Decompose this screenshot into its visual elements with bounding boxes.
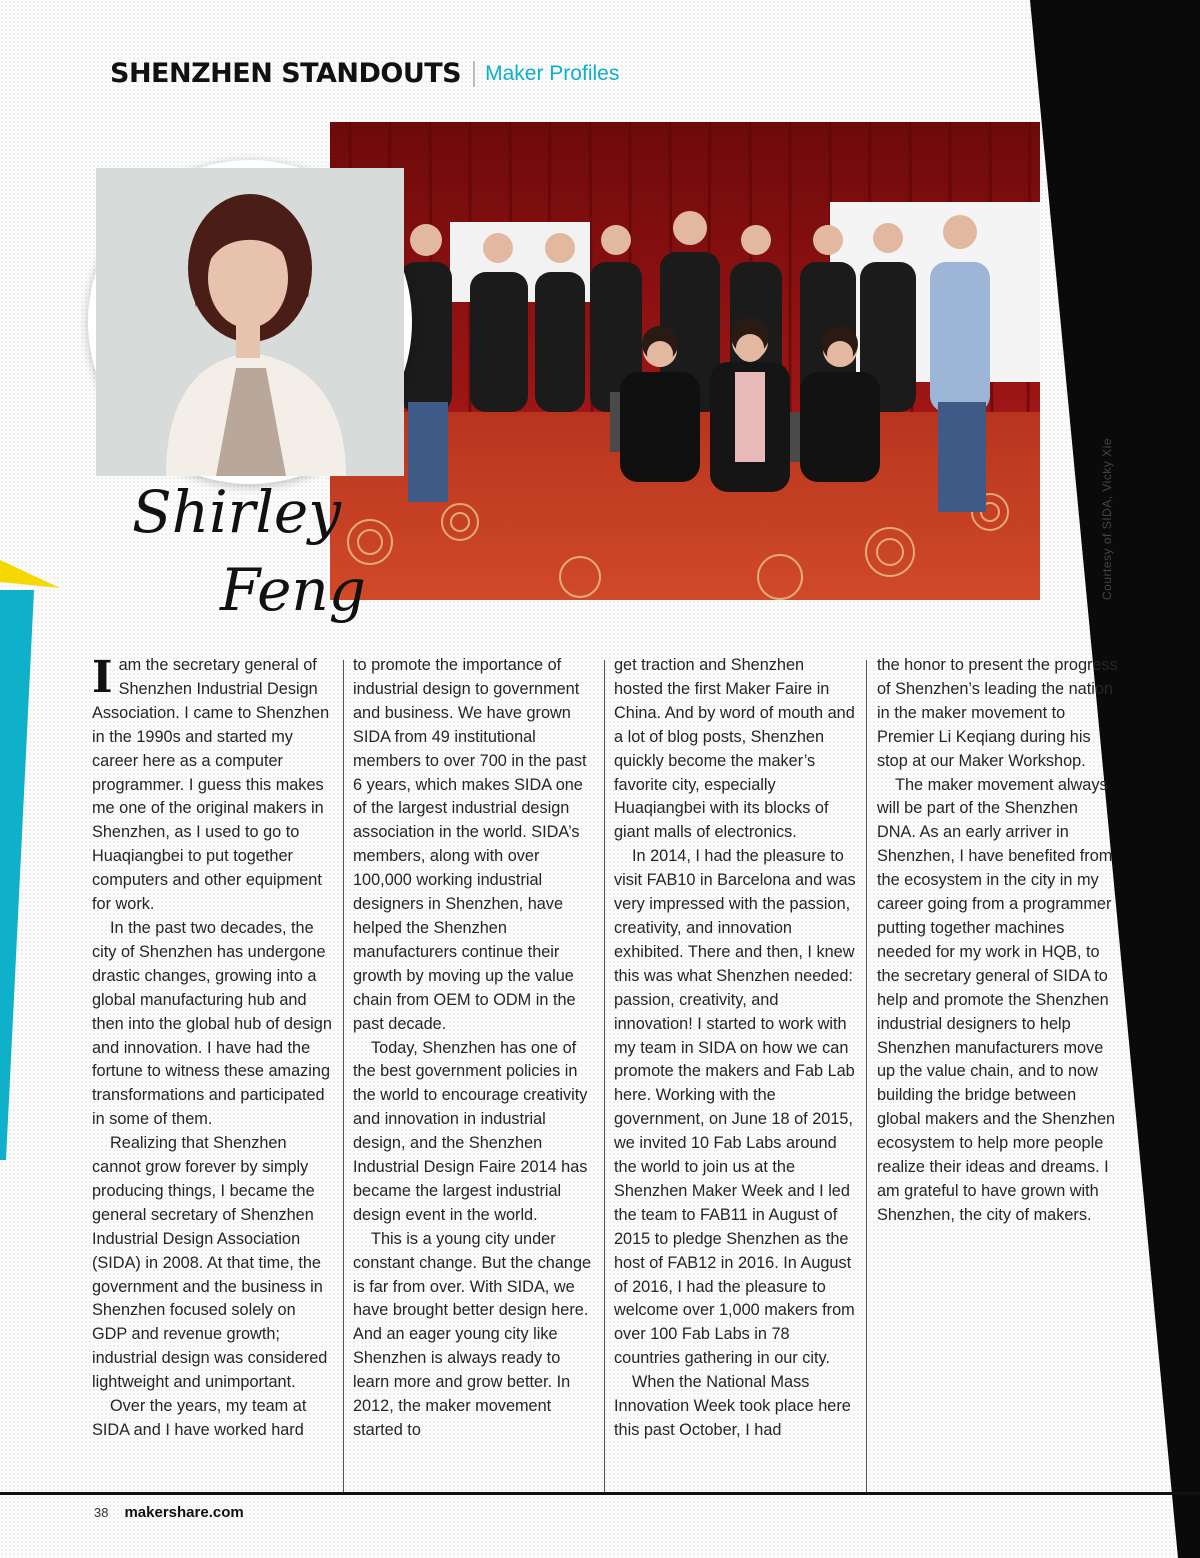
signature-line2: Feng (220, 556, 366, 624)
paragraph: Realizing that Shenzhen cannot grow forever by simply producing things, I became the general secretary of Shenzhen Industrial Design Association (SIDA) in 2008. At that time, the government and the business in Shenzhen focused solely on GDP and revenue growth; industrial design was considered lightweight and unimportant. (92, 1134, 328, 1392)
section-subtitle: Maker Profiles (485, 61, 620, 85)
group-photo (330, 122, 1040, 600)
paragraph: to promote the importance of industrial design to government and business. We have grown SIDA from 49 institutional members to over 700 in the past 6 years, which makes SIDA one of the largest industrial design association in the world. SIDA’s members, along with over 100,000 working industrial designers in Shenzhen, have helped the Shenzhen manufacturers continue their growth by moving up the value chain from OEM to ODM in the past decade. (353, 656, 587, 1033)
accent-shapes (0, 560, 60, 1160)
paragraph: the honor to present the progress of Shenzhen’s leading the nation in the maker movement to Premier Li Keqiang during his stop at our Maker Workshop. (877, 656, 1118, 770)
footer (94, 1504, 244, 1521)
section-header (110, 58, 619, 89)
portrait-frame (88, 160, 412, 484)
section-title: SHENZHEN STANDOUTS (110, 58, 462, 89)
column-rule (343, 660, 344, 1492)
paragraph: get traction and Shenzhen hosted the first Maker Faire in China. And by word of mouth and a lot of blog posts, Shenzhen quickly become the maker’s favorite city, especially Huaqiangbei with its blocks of giant malls of electronics. (614, 656, 855, 842)
article-column-4 (877, 654, 1119, 1228)
paragraph: When the National Mass Innovation Week took place here this past October, I had (614, 1373, 851, 1439)
column-rule (604, 660, 605, 1492)
page-number: 38 (94, 1505, 109, 1520)
signature-name (128, 470, 366, 650)
paragraph: Over the years, my team at SIDA and I have worked hard (92, 1397, 307, 1439)
paragraph: In the past two decades, the city of Shenzhen has undergone drastic changes, growing into a global manufacturing hub and then into the global hub of design and innovation. I have had the fortune to witness these amazing transformations and participated in some of them. (92, 918, 332, 1129)
header-divider (473, 61, 475, 87)
paragraph: The maker movement always will be part of the Shenzhen DNA. As an early arriver in Shenzhen, I have benefited from the ecosystem in the city in my career going from a programmer putting together machines needed for my work in HQB, to the secretary general of SIDA to help and promote the Shenzhen industrial designers to help Shenzhen manufacturers move up the value chain, and to now building the bridge between global makers and the Shenzhen ecosystem to help more people realize their ideas and dreams. I am grateful to have grown with Shenzhen, the city of makers. (877, 775, 1116, 1224)
paragraph: Today, Shenzhen has one of the best government policies in the world to encourage creativity and innovation in industrial design, and the Shenzhen Industrial Design Faire 2014 has became the largest industrial design event in the world. (353, 1038, 588, 1224)
paragraph: Iam the secretary general of Shenzhen Industrial Design Association. I came to Shenzhen in the 1990s and started my career here as a computer programmer. I guess this makes me one of the original makers in Shenzhen, as I used to go to Huaqiangbei to put together computers and other equipment for work. (92, 652, 330, 914)
article-column-2 (353, 654, 595, 1443)
article-column-1 (92, 654, 334, 1443)
column-rule (866, 660, 867, 1492)
portrait-photo (96, 168, 404, 476)
drop-cap: I (92, 652, 113, 703)
paragraph: In 2014, I had the pleasure to visit FAB10 in Barcelona and was very impressed with the passion, creativity, and innovation exhibited. There and then, I knew this was what Shenzhen needed: passion, creativity, and innovation! I started to work with my team in SIDA on how we can promote the makers and Fab Lab here. Working with the government, on June 18 of 2015, we invited 10 Fab Labs around the world to join us at the Shenzhen Maker Week and I led the team to FAB11 in August of 2015 to pledge Shenzhen as the host of FAB12 in 2016. In August of 2016, I had the pleasure to welcome over 1,000 makers from over 100 Fab Labs in 78 countries gathering in our city. (614, 847, 856, 1368)
signature-line1: Shirley (132, 478, 342, 546)
site-link[interactable]: makershare.com (124, 1504, 244, 1521)
paragraph: This is a young city under constant change. But the change is far from over. With SIDA, we have brought better design here. And an eager young city like Shenzhen is always ready to learn more and grow better. In 2012, the maker movement started to (353, 1229, 592, 1439)
footer-rule (0, 1492, 1200, 1495)
article-column-3 (614, 654, 856, 1443)
photo-credit: Courtesy of SIDA, Vicky Xie (1100, 438, 1114, 600)
